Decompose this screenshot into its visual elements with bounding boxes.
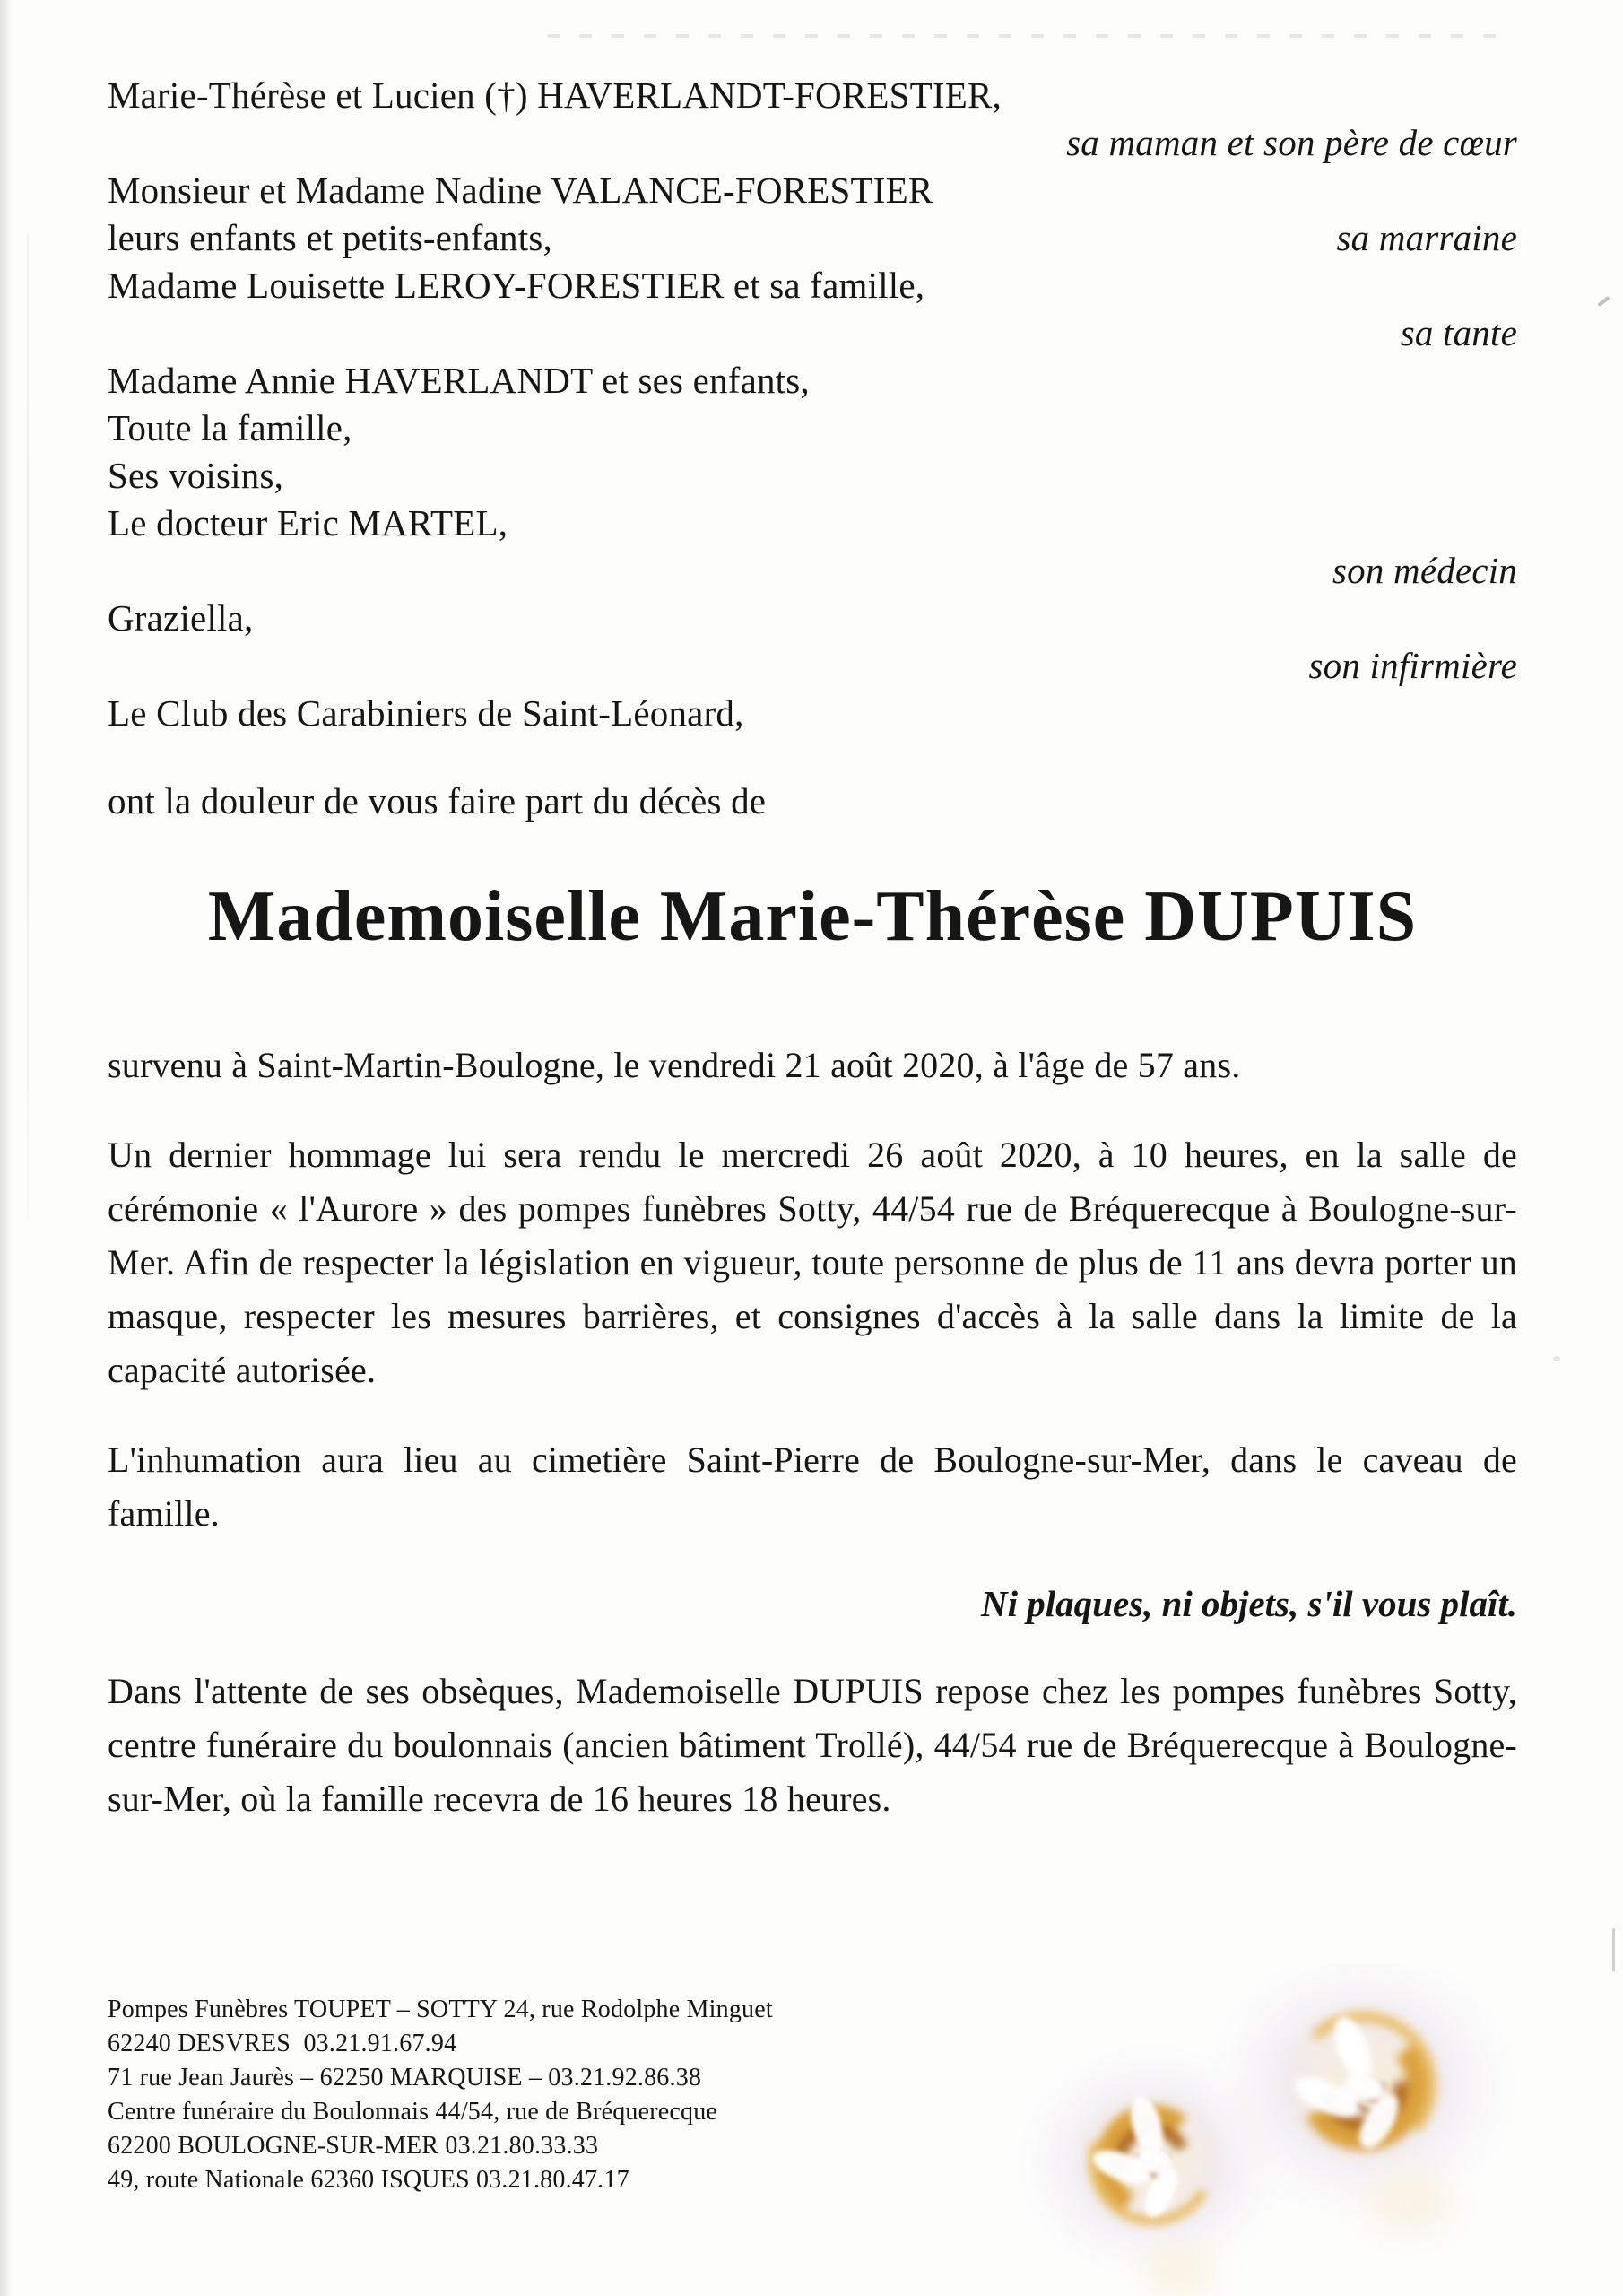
family-line [108, 72, 1517, 119]
family-line-text: Graziella, [108, 597, 254, 639]
repose-paragraph: Dans l'attente de ses obsèques, Mademoiselle DUPUIS repose chez les pompes funèbres Sotty, centre funéraire du boulonnais (ancien bâtiment Trollé), 44/54 rue de Bréquerecque à Boulogne-sur-Mer, où la famille recevra de 16 heures 18 heures. [108, 1671, 1517, 1819]
obituary-content [108, 0, 1517, 2197]
relation-label: sa marraine [1336, 217, 1517, 258]
family-line-text: Marie-Thérèse et Lucien (†) HAVERLANDT-FORESTIER, [108, 74, 1002, 116]
scan-fold-artifact [27, 233, 29, 1220]
relation-label: sa maman et son père de cœur [1066, 122, 1517, 163]
funeral-home-footer [108, 1993, 1517, 2197]
footer-line: 62200 BOULOGNE-SUR-MER 03.21.80.33.33 [108, 2132, 599, 2160]
family-line [108, 119, 1517, 167]
family-line-text: leurs enfants et petits-enfants, [108, 217, 552, 258]
family-line [108, 642, 1517, 690]
family-line [108, 500, 1517, 547]
family-line [108, 690, 1517, 737]
family-line [108, 595, 1517, 642]
death-notice-paragraph: survenu à Saint-Martin-Boulogne, le vendredi 21 août 2020, à l'âge de 57 ans. [108, 1045, 1241, 1085]
no-plaques-notice: Ni plaques, ni objets, s'il vous plaît. [981, 1583, 1517, 1624]
relation-label: son infirmière [1308, 645, 1517, 686]
family-line-text: Le docteur Eric MARTEL, [108, 502, 508, 544]
family-line-text: ont la douleur de vous faire part du décès de [108, 780, 767, 822]
family-line [108, 778, 1517, 825]
scan-tick-artifact [1597, 296, 1610, 307]
footer-line: Centre funéraire du Boulonnais 44/54, rue de Bréquerecque [108, 2098, 718, 2126]
family-line-text: Madame Annie HAVERLANDT et ses enfants, [108, 360, 810, 401]
family-line [108, 167, 1517, 214]
family-line [108, 547, 1517, 595]
family-line [108, 309, 1517, 357]
footer-line: 71 rue Jean Jaurès – 62250 MARQUISE – 03.21.92.86.38 [108, 2064, 702, 2092]
scan-edge-artifact [0, 0, 13, 2296]
family-line-text: Madame Louisette LEROY-FORESTIER et sa famille, [108, 265, 925, 306]
relation-label: sa tante [1400, 312, 1517, 353]
family-line [108, 262, 1517, 309]
scan-sliver-artifact [1612, 1928, 1615, 1971]
footer-line: 49, route Nationale 62360 ISQUES 03.21.80.47.17 [108, 2166, 629, 2194]
family-list [108, 0, 1517, 825]
scan-speck-artifact [1553, 1356, 1560, 1361]
deceased-name-title: Mademoiselle Marie-Thérèse DUPUIS [207, 877, 1418, 956]
family-line [108, 357, 1517, 404]
family-line-text: Monsieur et Madame Nadine VALANCE-FORESTIER [108, 170, 933, 211]
ceremony-paragraph: Un dernier hommage lui sera rendu le mercredi 26 août 2020, à 10 heures, en la salle de cérémonie « l'Aurore » des pompes funèbres Sotty, 44/54 rue de Bréquerecque à Boulogne-sur-Mer. Afin de respecter la législation en vigueur, toute personne de plus de 11 ans devra porter un masque, respecter les mesures barrières, et consignes d'accès à la salle dans la limite de la capacité autorisée. [108, 1135, 1517, 1390]
family-line [108, 214, 1517, 262]
family-line-text: Le Club des Carabiniers de Saint-Léonard, [108, 692, 744, 734]
family-line [108, 404, 1517, 452]
burial-paragraph: L'inhumation aura lieu au cimetière Saint-Pierre de Boulogne-sur-Mer, dans le caveau de famille. [108, 1439, 1517, 1534]
family-line-text: Toute la famille, [108, 407, 352, 448]
footer-line: Pompes Funèbres TOUPET – SOTTY 24, rue Rodolphe Minguet [108, 1996, 773, 2023]
relation-label: son médecin [1332, 550, 1517, 591]
footer-line: 62240 DESVRES 03.21.91.67.94 [108, 2030, 457, 2057]
family-line [108, 452, 1517, 500]
family-line-text: Ses voisins, [108, 455, 284, 496]
